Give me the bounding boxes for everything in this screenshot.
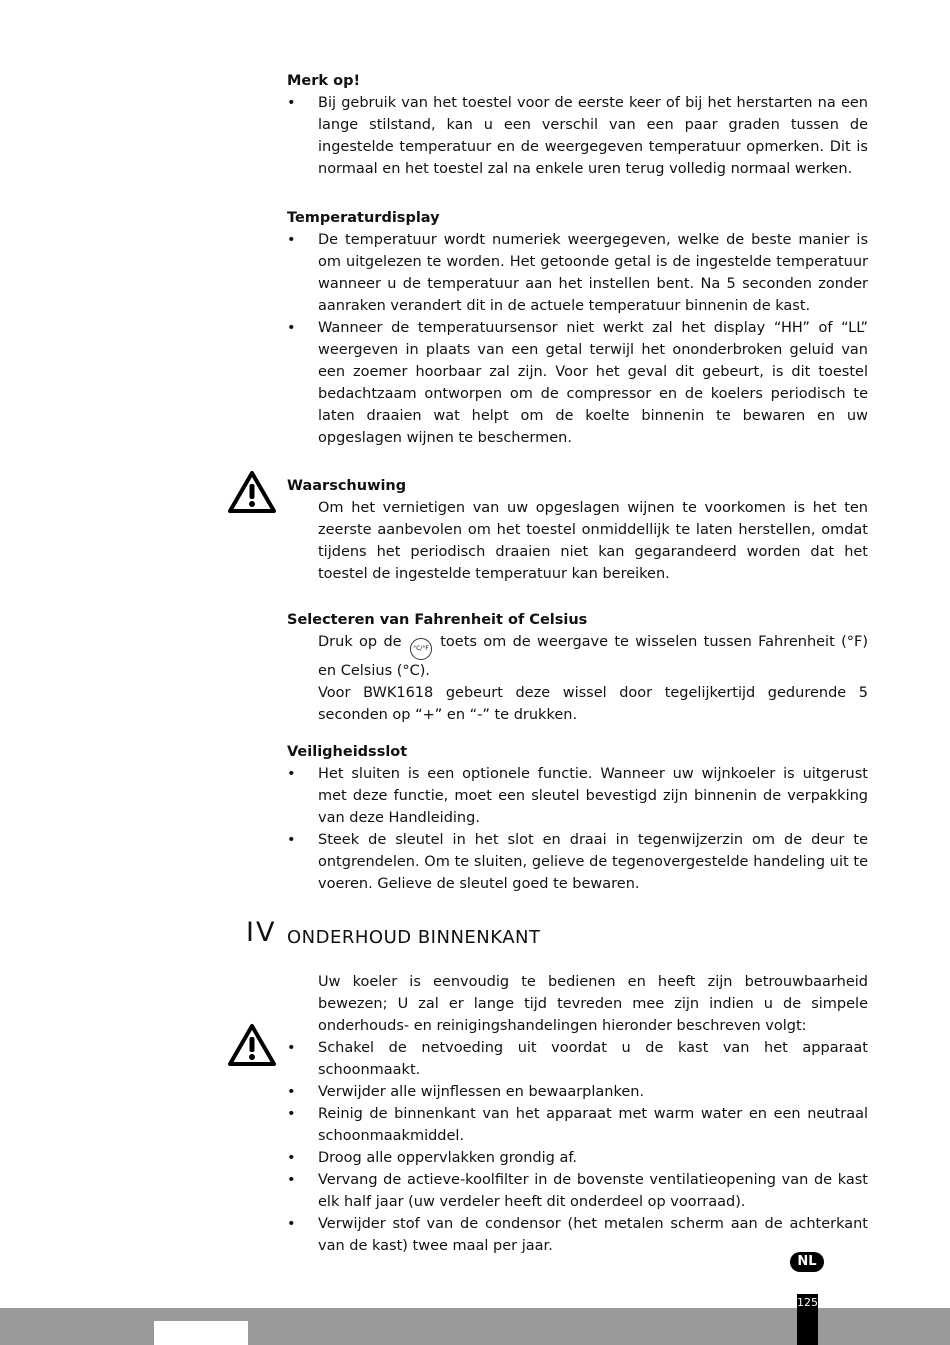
units-text-after: toets om de weergave te wisselen tussen Fahrenheit (°F) en Celsius (°C). [318, 634, 868, 679]
section-note [287, 70, 868, 180]
lock-heading: Veiligheidsslot [287, 744, 408, 760]
warning-text: Om het vernietigen van uw opgeslagen wijnen te voorkomen is het ten zeerste aanbevolen om het toestel onmiddellijk te laten herstellen, omdat tijdens het periodisch draaien niet kan gegarandeerd worden dat het toestel de ingestelde temperatuur kan bereiken. [318, 500, 868, 582]
note-heading: Merk op! [287, 73, 361, 89]
list-item [287, 1169, 868, 1213]
list-item [287, 829, 868, 895]
bullet-dot: • [287, 1172, 296, 1188]
list-item [287, 1081, 868, 1103]
units-heading: Selecteren van Fahrenheit of Celsius [287, 612, 588, 628]
bullet-dot: • [287, 1084, 296, 1100]
bullet-dot: • [287, 95, 296, 111]
units-text2: Voor BWK1618 gebeurt deze wissel door tegelijkertijd gedurende 5 seconden op “+” en “-” te drukken. [318, 685, 868, 723]
bullet-dot: • [287, 320, 296, 336]
section-warning [287, 475, 868, 585]
maintenance-bullet-text: Reinig de binnenkant van het apparaat met warm water en een neutraal schoonmaakmiddel. [318, 1106, 868, 1144]
display-bullet-text: Wanneer de temperatuursensor niet werkt zal het display “HH” of “LL” weergeven in plaats van een getal terwijl het ononderbroken geluid van een zoemer hoorbaar zal zijn. Voor het geval dit gebeurt, is dit toestel bedachtzaam ontworpen om de compressor en de koelers periodisch te laten draaien wat helpt om de koelte binnenin te bewaren en uw opgeslagen wijnen te beschermen. [318, 320, 868, 446]
bullet-dot: • [287, 1106, 296, 1122]
list-item [287, 317, 868, 449]
list-item [287, 92, 868, 180]
bullet-dot: • [287, 1216, 296, 1232]
celsius-fahrenheit-button-icon: °C/°F [410, 638, 432, 660]
display-bullet-text: De temperatuur wordt numeriek weergegeven, welke de beste manier is om uitgelezen te worden. Het getoonde getal is de ingestelde temperatuur wanneer u de temperatuur aan het instellen bent. Na 5 seconden zonder aanraken verandert dit in de actuele temperatuur binnenin de kast. [318, 232, 868, 314]
section-display [287, 207, 868, 449]
list-item [287, 763, 868, 829]
maintenance-bullet-text: Verwijder alle wijnflessen en bewaarplanken. [318, 1084, 645, 1100]
maintenance-intro: Uw koeler is eenvoudig te bedienen en heeft zijn betrouwbaarheid bewezen; U zal er lange tijd tevreden mee zijn indien u de simpele onderhouds- en reinigingshandelingen hieronder beschreven volgt: [318, 974, 868, 1034]
bullet-dot: • [287, 832, 296, 848]
section-units [287, 609, 868, 726]
list-item [287, 1147, 868, 1169]
chapter-title: ONDERHOUD BINNENKANT [287, 927, 541, 948]
section-lock [287, 741, 868, 895]
bullet-dot: • [287, 232, 296, 248]
bullet-dot: • [287, 1150, 296, 1166]
note-bullet-text: Bij gebruik van het toestel voor de eerste keer of bij het herstarten na een lange stilstand, kan u een verschil van een paar graden tussen de ingestelde temperatuur en de weergegeven temperatuur opmerken. Dit is normaal en het toestel zal na enkele uren terug volledig normaal werken. [318, 95, 868, 177]
maintenance-bullet-text: Vervang de actieve-koolfilter in de bovenste ventilatieopening van de kast elk half jaar (uw verdeler heeft dit onderdeel op voorraad). [318, 1172, 868, 1210]
list-item [287, 229, 868, 317]
footer-white-block [154, 1321, 248, 1345]
bullet-dot: • [287, 766, 296, 782]
maintenance-bullet-text: Droog alle oppervlakken grondig af. [318, 1150, 577, 1166]
units-text-before: Druk op de [318, 634, 402, 650]
display-heading: Temperaturdisplay [287, 210, 440, 226]
list-item [287, 1037, 868, 1081]
maintenance-bullet-text: Verwijder stof van de condensor (het metalen scherm aan de achterkant van de kast) twee maal per jaar. [318, 1216, 868, 1254]
language-badge: NL [790, 1252, 824, 1272]
lock-bullet-text: Steek de sleutel in het slot en draai in tegenwijzerzin om de deur te ontgrendelen. Om te sluiten, gelieve de tegenovergestelde handeling uit te voeren. Gelieve de sleutel goed te bewaren. [318, 832, 868, 892]
maintenance-bullet-text: Schakel de netvoeding uit voordat u de kast van het apparaat schoonmaakt. [318, 1040, 868, 1078]
units-paragraph [287, 631, 868, 682]
list-item [287, 1213, 868, 1257]
chapter-number: IV [246, 917, 277, 948]
bullet-dot: • [287, 1040, 296, 1056]
lock-bullet-text: Het sluiten is een optionele functie. Wanneer uw wijnkoeler is uitgerust met deze functie, moet een sleutel bevestigd zijn binnenin de verpakking van deze Handleiding. [318, 766, 868, 826]
warning-triangle-icon [227, 470, 277, 514]
list-item [287, 1103, 868, 1147]
warning-triangle-icon [227, 1023, 277, 1067]
page-number: 125 [797, 1294, 818, 1345]
warning-heading: Waarschuwing [287, 478, 407, 494]
section-maintenance [287, 971, 868, 1257]
